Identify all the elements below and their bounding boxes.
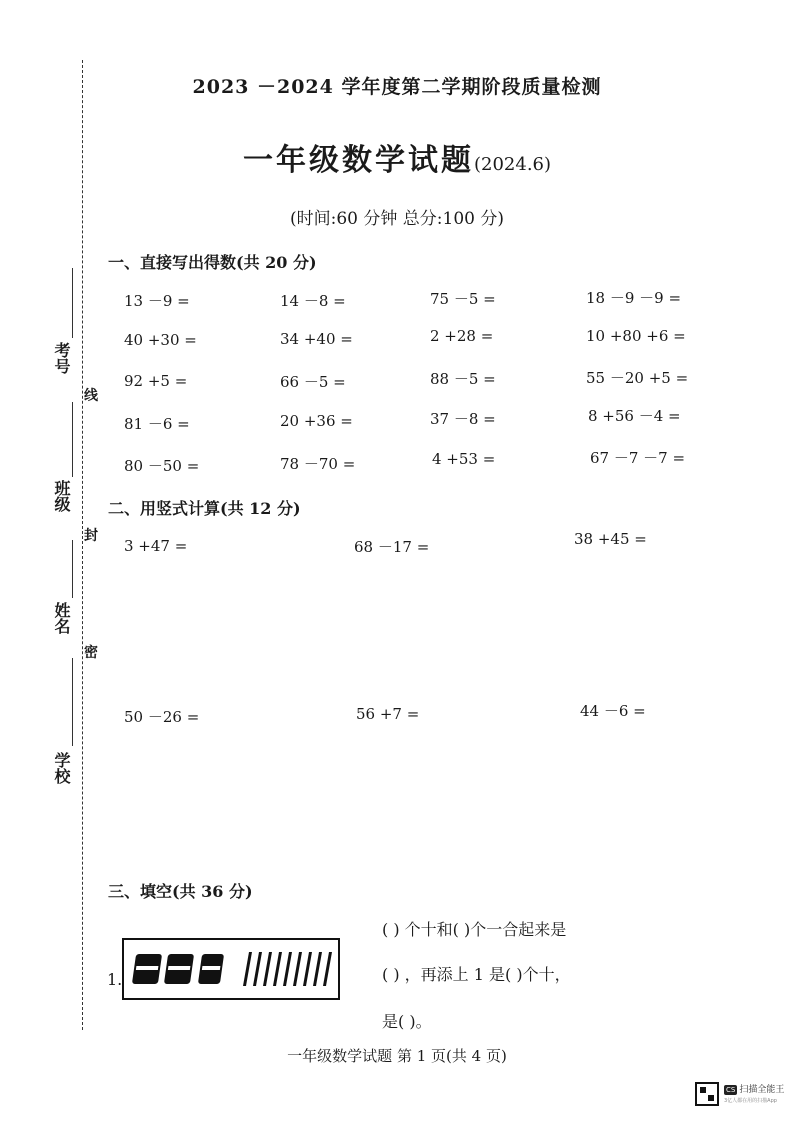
question-1-number: 1.	[107, 970, 123, 989]
feng-mark: 封	[84, 528, 98, 544]
equation-1-2: 14 －8 =	[280, 292, 346, 310]
equation-1-4: 18 －9 －9 =	[586, 289, 682, 307]
single-stick	[293, 952, 302, 986]
exam-title	[0, 135, 794, 179]
kaohao-label: 考号	[52, 342, 71, 374]
equation-1-1: 13 －9 =	[124, 292, 190, 310]
equation-2-4: 10 +80 +6 =	[586, 327, 686, 345]
counting-sticks-image	[122, 938, 340, 1000]
watermark-name: 扫描全能王	[739, 1085, 785, 1095]
vertical-calc-2: 68 －17 =	[354, 538, 430, 556]
single-stick	[283, 952, 292, 986]
exam-header: 2023 －2024 学年度第二学期阶段质量检测	[192, 76, 602, 98]
equation-5-2: 78 －70 =	[280, 455, 356, 473]
stick-bundle-2	[164, 954, 194, 984]
watermark-badge: CS	[726, 1086, 736, 1094]
equation-4-4: 8 +56 －4 =	[588, 407, 681, 425]
exam-time-score: (时间:60 分钟 总分:100 分)	[289, 209, 504, 229]
xingming-blank-line	[72, 540, 73, 598]
vertical-calc-3: 38 +45 =	[574, 530, 647, 548]
equation-2-1: 40 +30 =	[124, 331, 197, 349]
scanner-watermark	[724, 1082, 784, 1104]
section3-title: 三、填空(共 36 分)	[108, 882, 253, 901]
equation-4-2: 20 +36 =	[280, 412, 353, 430]
single-stick	[273, 952, 282, 986]
single-stick	[323, 952, 332, 986]
xuexiao-label: 学校	[52, 752, 71, 784]
watermark-tagline: 3亿人都在用的扫描App	[724, 1098, 777, 1104]
banji-label: 班级	[52, 480, 71, 512]
question-1-line-1: ( ) 个十和( )个一合起来是	[382, 920, 567, 939]
equation-5-1: 80 －50 =	[124, 457, 200, 475]
vertical-calc-4: 50 －26 =	[124, 708, 200, 726]
equation-3-4: 55 －20 +5 =	[586, 369, 689, 387]
single-stick	[253, 952, 262, 986]
question-1-line-2: ( ) ，再添上 1 是( )个十，	[382, 965, 571, 984]
mi-mark: 密	[84, 645, 98, 661]
xian-mark: 线	[84, 388, 98, 404]
equation-5-4: 67 －7 －7 =	[590, 449, 686, 467]
section1-title: 一、直接写出得数(共 20 分)	[108, 253, 317, 272]
xuexiao-blank-line	[72, 658, 73, 746]
equation-4-3: 37 －8 =	[430, 410, 496, 428]
equation-1-3: 75 －5 =	[430, 290, 496, 308]
section2-title: 二、用竖式计算(共 12 分)	[108, 499, 301, 518]
single-stick	[243, 952, 252, 986]
equation-4-1: 81 －6 =	[124, 415, 190, 433]
equation-5-3: 4 +53 =	[432, 450, 496, 468]
banji-blank-line	[72, 402, 73, 477]
vertical-calc-1: 3 +47 =	[124, 537, 188, 555]
vertical-calc-6: 44 －6 =	[580, 702, 646, 720]
equation-2-3: 2 +28 =	[430, 327, 494, 345]
page-footer: 一年级数学试题 第 1 页(共 4 页)	[287, 1047, 507, 1065]
stick-bundle-1	[132, 954, 162, 984]
single-stick	[313, 952, 322, 986]
binding-dashed-line	[82, 60, 83, 1030]
equation-2-2: 34 +40 =	[280, 330, 353, 348]
exam-date: (2024.6)	[473, 154, 552, 175]
vertical-calc-5: 56 +7 =	[356, 705, 420, 723]
question-1-line-3: 是( )。	[382, 1012, 432, 1031]
stick-bundle-3	[198, 954, 224, 984]
kaohao-blank-line	[72, 268, 73, 338]
equation-3-1: 92 +5 =	[124, 372, 188, 390]
equation-3-3: 88 －5 =	[430, 370, 496, 388]
xingming-label: 姓名	[52, 602, 71, 634]
equation-3-2: 66 －5 =	[280, 373, 346, 391]
single-stick	[303, 952, 312, 986]
qr-code-icon	[695, 1082, 719, 1106]
single-stick	[263, 952, 272, 986]
exam-title-text: 一年级数学试题	[242, 143, 474, 178]
